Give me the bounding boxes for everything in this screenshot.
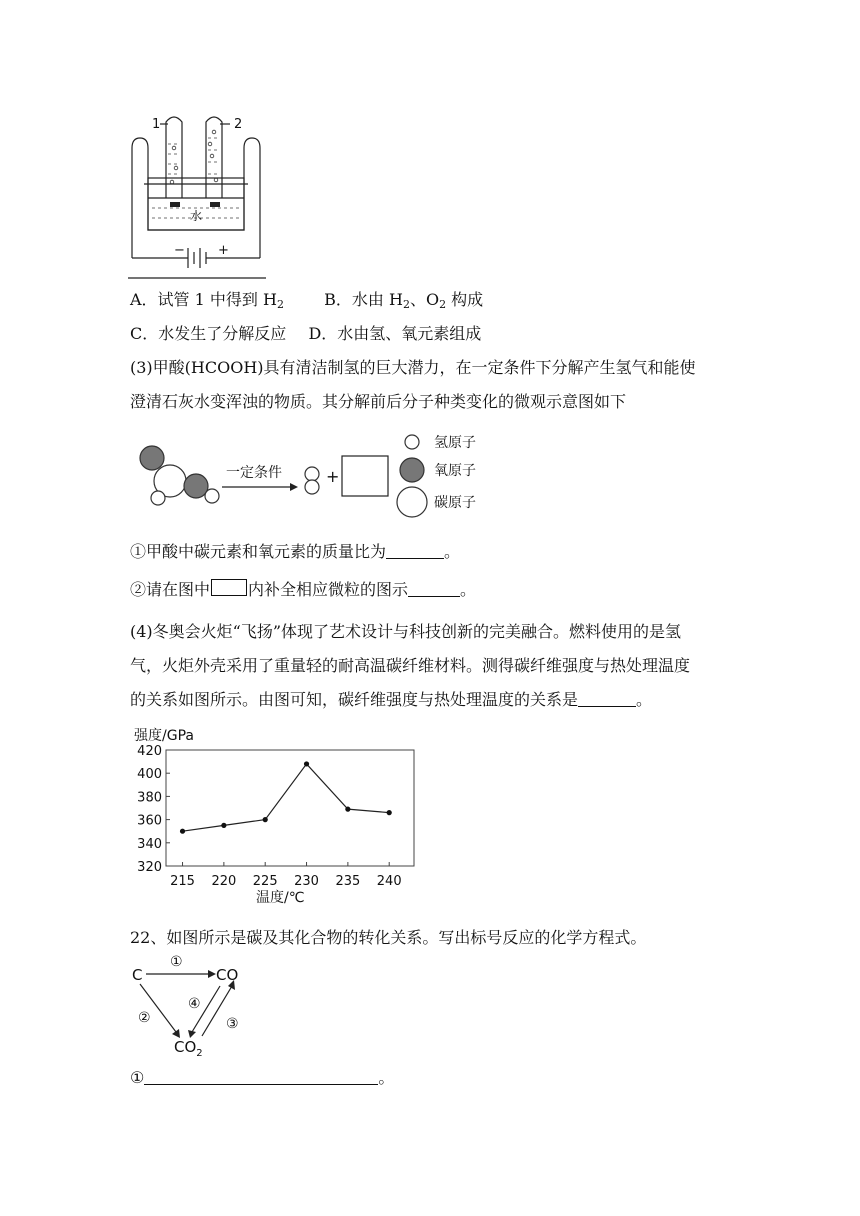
q4-line-3: 的关系如图所示。由图可知，碳纤维强度与热处理温度的关系是 。 (130, 690, 653, 709)
data-point (345, 807, 350, 812)
minus-label: − (174, 243, 185, 258)
option-a: A．试管 1 中得到 $H_2$ (130, 290, 284, 311)
inline-box-icon (211, 579, 247, 596)
tube-label-1: 1 (152, 117, 161, 132)
water-label: 水 (190, 209, 203, 223)
legend-h-icon (405, 435, 419, 449)
x-tick-label: 215 (170, 874, 195, 889)
answer-blank-2[interactable] (408, 582, 460, 597)
q3-line-2: 澄清石灰水变浑浊的物质。其分解前后分子种类变化的微观示意图如下 (130, 392, 627, 411)
options-row-1 (130, 288, 483, 317)
node-co: CO (216, 966, 239, 984)
strength-temperature-chart (128, 722, 428, 910)
x-tick-label: 230 (294, 874, 319, 889)
legend-c-label: 碳原子 (434, 495, 476, 511)
plus-sign: + (326, 467, 340, 486)
tube-label-2: 2 (234, 117, 243, 132)
mark-3: ③ (226, 1016, 239, 1032)
x-tick-label: 235 (335, 874, 361, 889)
reaction-condition: 一定条件 (226, 465, 282, 481)
chart-ylabel: 强度/GPa (134, 728, 194, 744)
molecule-diagram (134, 428, 494, 520)
answer-blank-4[interactable] (144, 1070, 378, 1085)
options-row-2 (130, 322, 481, 346)
y-tick-label: 400 (137, 767, 162, 783)
x-tick-label: 240 (376, 874, 402, 889)
answer-box (342, 456, 388, 496)
q4-line-2: 气，火炬外壳采用了重量轻的耐高温碳纤维材料。测得碳纤维强度与热处理温度 (130, 656, 691, 675)
answer-blank-1[interactable] (386, 544, 444, 559)
data-point (304, 761, 309, 766)
data-point (180, 829, 185, 834)
mark-1: ① (170, 954, 183, 970)
x-tick-label: 220 (211, 874, 237, 889)
answer-blank-3[interactable] (578, 692, 636, 707)
y-tick-label: 420 (137, 744, 162, 759)
q3-sub-1: ①甲酸中碳元素和氧元素的质量比为 。 (130, 542, 461, 561)
legend-o-label: 氧原子 (434, 463, 476, 479)
data-point (263, 817, 268, 822)
data-point (387, 810, 392, 815)
node-c: C (132, 966, 143, 984)
electrolysis-diagram (126, 108, 268, 282)
y-tick-label: 340 (137, 836, 162, 852)
x-tick-label: 225 (252, 874, 278, 889)
q22-answer-1: ① 。 (130, 1068, 395, 1087)
y-tick-label: 360 (137, 813, 162, 829)
node-co2: $CO_2$ (174, 1038, 203, 1059)
chart-xlabel: 温度/℃ (256, 890, 305, 906)
mark-2: ② (138, 1010, 151, 1026)
option-b: B．水由 $H_2$、$O_2$ 构成 (324, 290, 484, 311)
q4-line-1: (4)冬奥会火炬“飞扬”体现了艺术设计与科技创新的完美融合。燃料使用的是氢 (130, 622, 682, 641)
q3-sub-2: ②请在图中 内补全相应微粒的图示 。 (130, 580, 477, 599)
carbon-conversion-diagram (128, 948, 258, 1060)
y-tick-label: 380 (137, 790, 162, 806)
legend-h-label: 氢原子 (434, 435, 476, 451)
option-d: D．水由氢、氧元素组成 (308, 324, 482, 343)
q3-line-1: (3)甲酸(HCOOH)具有清洁制氢的巨大潜力，在一定条件下分解产生氢气和能使 (130, 358, 696, 377)
mark-4: ④ (188, 996, 201, 1012)
legend-o-icon (400, 458, 424, 482)
data-point (221, 823, 226, 828)
q22-text: 22、如图所示是碳及其化合物的转化关系。写出标号反应的化学方程式。 (130, 928, 647, 947)
plus-label: + (218, 243, 229, 258)
series-line (183, 764, 390, 831)
legend-c-icon (397, 487, 427, 517)
y-tick-label: 320 (137, 860, 162, 875)
option-c: C．水发生了分解反应 (130, 324, 287, 343)
chart-frame (166, 750, 414, 866)
